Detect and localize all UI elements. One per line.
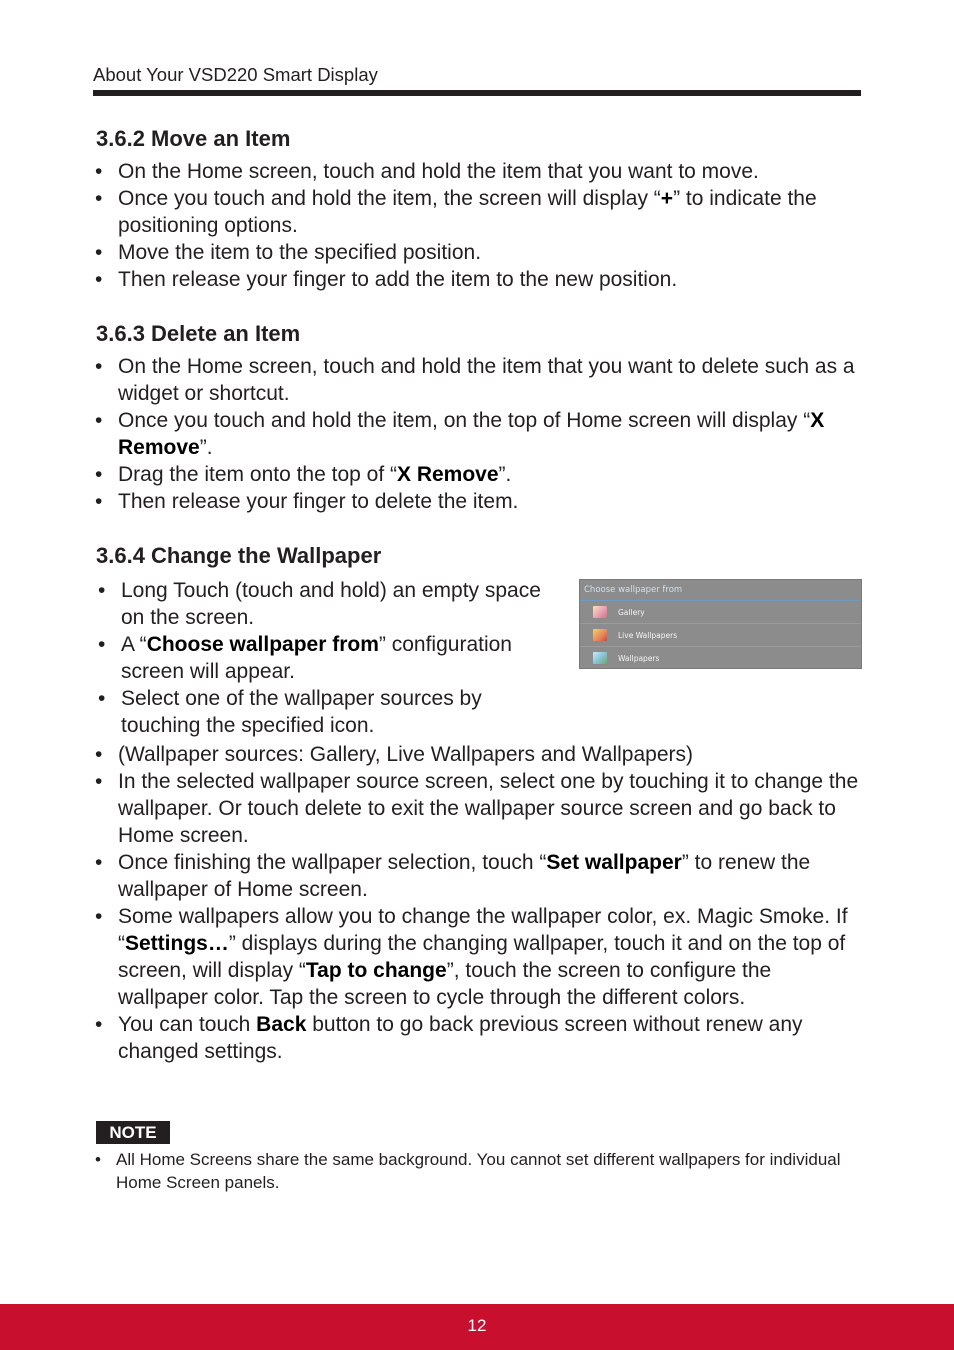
page-number: 12 — [467, 1316, 487, 1335]
header-divider — [93, 90, 861, 96]
option-label: Wallpapers — [618, 653, 660, 663]
list-item: • A “Choose wallpaper from” configuration screen will appear. — [98, 631, 548, 685]
move-item-steps — [95, 158, 865, 293]
running-header: About Your VSD220 Smart Display — [93, 64, 378, 85]
gallery-icon — [593, 606, 607, 618]
note-item: • All Home Screens share the same background. You cannot set different wallpapers for individual Home Screen panels. — [95, 1148, 865, 1194]
list-item: • In the selected wallpaper source screen, select one by touching it to change the wallpaper. Or touch delete to exit the wallpaper source screen and go back to Home screen. — [95, 768, 865, 849]
list-item: • You can touch Back button to go back previous screen without renew any changed settings. — [95, 1011, 865, 1065]
section-title-move-item: 3.6.2 Move an Item — [96, 126, 291, 151]
choose-wallpaper-dialog-screenshot — [579, 579, 862, 669]
list-item: • Long Touch (touch and hold) an empty space on the screen. — [98, 577, 548, 631]
section-title-change-wallpaper: 3.6.4 Change the Wallpaper — [96, 543, 382, 568]
list-item: • Once finishing the wallpaper selection, touch “Set wallpaper” to renew the wallpaper of Home screen. — [95, 849, 865, 903]
dialog-title: Choose wallpaper from — [580, 580, 861, 601]
note-badge: NOTE — [96, 1121, 170, 1144]
list-item: • On the Home screen, touch and hold the item that you want to move. — [95, 158, 865, 185]
list-item: • On the Home screen, touch and hold the item that you want to delete such as a widget or shortcut. — [95, 353, 865, 407]
section-title-delete-item: 3.6.3 Delete an Item — [96, 321, 301, 346]
list-item: • Then release your finger to add the item to the new position. — [95, 266, 865, 293]
wallpaper-steps — [95, 741, 865, 1065]
list-item: • (Wallpaper sources: Gallery, Live Wallpapers and Wallpapers) — [95, 741, 865, 768]
wallpapers-icon — [593, 652, 607, 664]
list-item: • Once you touch and hold the item, on the top of Home screen will display “X Remove”. — [95, 407, 865, 461]
option-label: Gallery — [618, 607, 645, 617]
list-item: • Once you touch and hold the item, the screen will display “+” to indicate the positioning options. — [95, 185, 865, 239]
list-item: • Drag the item onto the top of “X Remove”. — [95, 461, 865, 488]
list-item: • Then release your finger to delete the item. — [95, 488, 865, 515]
live-wallpapers-icon — [593, 629, 607, 641]
delete-item-steps — [95, 353, 865, 515]
note-list — [95, 1148, 865, 1194]
option-wallpapers[interactable] — [580, 647, 861, 669]
option-gallery[interactable] — [580, 601, 861, 624]
list-item: • Some wallpapers allow you to change the wallpaper color, ex. Magic Smoke. If “Settings…” displays during the changing wallpaper, touch it and on the top of screen, will display “Tap to change”, touch the screen to configure the wallpaper color. Tap the screen to cycle through the different colors. — [95, 903, 865, 1011]
option-label: Live Wallpapers — [618, 630, 678, 640]
option-live-wallpapers[interactable] — [580, 624, 861, 647]
list-item: • Move the item to the specified position. — [95, 239, 865, 266]
wallpaper-steps-intro — [98, 577, 548, 739]
list-item: • Select one of the wallpaper sources by touching the specified icon. — [98, 685, 548, 739]
